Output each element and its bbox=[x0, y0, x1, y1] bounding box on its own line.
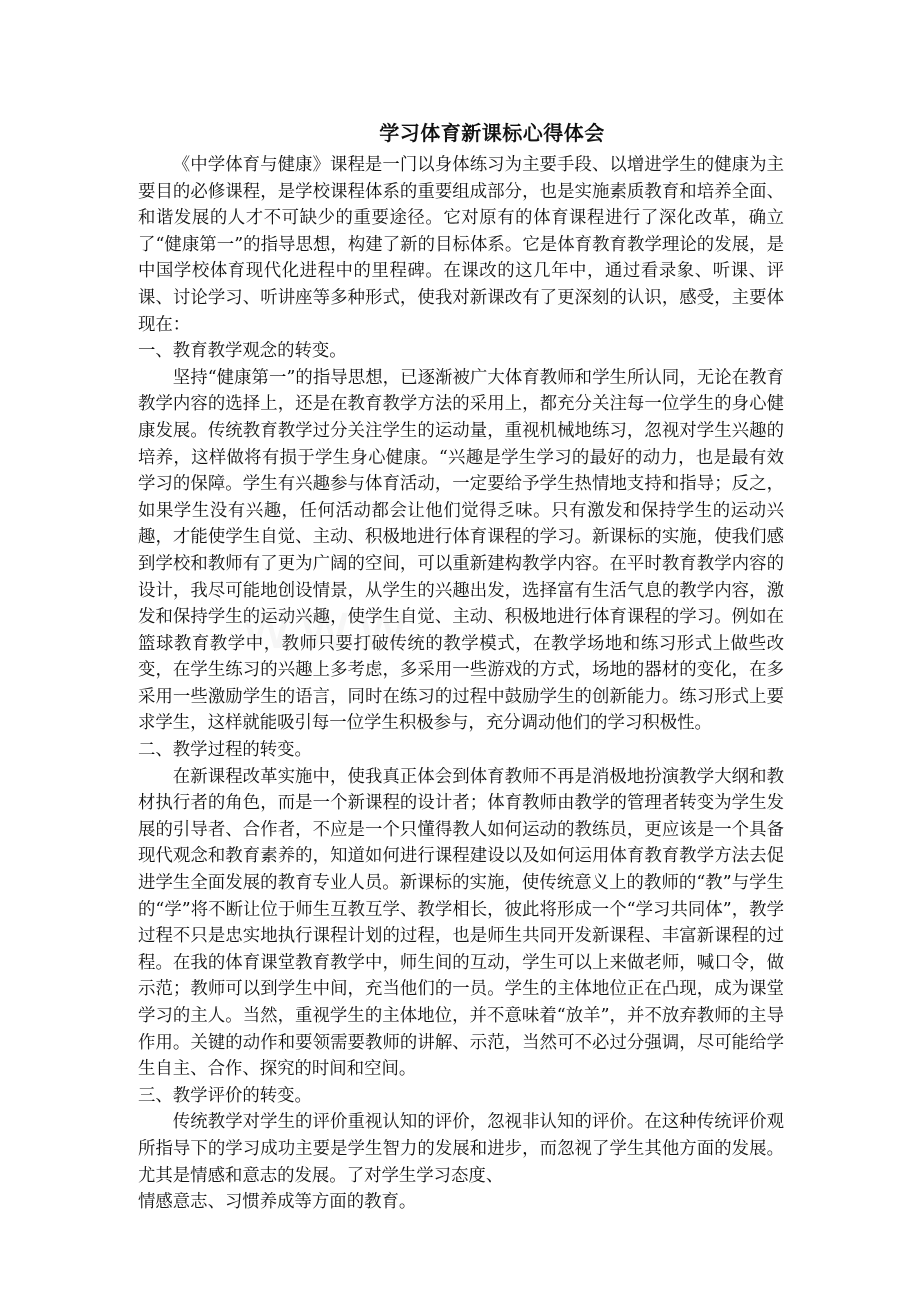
document-body bbox=[138, 152, 784, 1216]
paragraph: 坚持“健康第一”的指导思想，已逐渐被广大体育教师和学生所认同，无论在教育教学内容的选择上，还是在教育教学方法的采用上，都充分关注每一位学生的身心健康发展。传统教育教学过分关注学生的运动量，重视机械地练习，忽视对学生兴趣的培养，这样做将有损于学生身心健康。“兴趣是学生学习的最好的动力，也是最有效学习的保障。学生有兴趣参与体育活动，一定要给予学生热情地支持和指导；反之，如果学生没有兴趣，任何活动都会让他们觉得乏味。只有激发和保持学生的运动兴趣，才能使学生自觉、主动、积极地进行体育课程的学习。新课标的实施，使我们感到学校和教师有了更为广阔的空间，可以重新建构教学内容。在平时教育教学内容的设计，我尽可能地创设情景，从学生的兴趣出发，选择富有生活气息的教学内容，激发和保持学生的运动兴趣，使学生自觉、主动、积极地进行体育课程的学习。例如在篮球教育教学中，教师只要打破传统的教学模式，在教学场地和练习形式上做些改变，在学生练习的兴趣上多考虑，多采用一些游戏的方式，场地的器材的变化，在多采用一些激励学生的语言，同时在练习的过程中鼓励学生的创新能力。练习形式上要求学生，这样就能吸引每一位学生积极参与，充分调动他们的学习积极性。 bbox=[138, 367, 784, 734]
document-page bbox=[138, 118, 784, 1216]
paragraph: 《中学体育与健康》课程是一门以身体练习为主要手段、以增进学生的健康为主要目的必修课程，是学校课程体系的重要组成部分，也是实施素质教育和培养全面、和谐发展的人才不可缺少的重要途径。它对原有的体育课程进行了深化改革，确立了“健康第一”的指导思想，构建了新的目标体系。它是体育教育教学理论的发展，是中国学校体育现代化进程中的里程碑。在课改的这几年中，通过看录象、听课、评课、讨论学习、听讲座等多种形式，使我对新课改有了更深刻的认识，感受，主要体现在： bbox=[138, 155, 784, 335]
section-heading: 一、教育教学观念的转变。 bbox=[138, 341, 347, 362]
section-heading: 三、教学评价的转变。 bbox=[138, 1085, 312, 1106]
paragraph: 传统教学对学生的评价重视认知的评价，忽视非认知的评价。在这种传统评价观所指导下的学习成功主要是学生智力的发展和进步，而忽视了学生其他方面的发展。尤其是情感和意志的发展。了对学生学习态度、 bbox=[138, 1112, 784, 1186]
section-heading: 二、教学过程的转变。 bbox=[138, 740, 312, 761]
paragraph: 在新课程改革实施中，使我真正体会到体育教师不再是消极地扮演教学大纲和教材执行者的角色，而是一个新课程的设计者；体育教师由教学的管理者转变为学生发展的引导者、合作者，不应是一个只懂得教人如何运动的教练员，更应该是一个具备现代观念和教育素养的，知道如何进行课程建设以及如何运用体育教育教学方法去促进学生全面发展的教育专业人员。新课标的实施，使传统意义上的教师的“教”与学生的“学”将不断让位于师生互教互学、教学相长，彼此将形成一个“学习共同体”，教学过程不只是忠实地执行课程计划的过程，也是师生共同开发新课程、丰富新课程的过程。在我的体育课堂教育教学中，师生间的互动，学生可以上来做老师，喊口令，做示范；教师可以到学生中间，充当他们的一员。学生的主体地位正在凸现，成为课堂学习的主人。当然，重视学生的主体地位，并不意味着“放羊”，并不放弃教师的主导作用。关键的动作和要领需要教师的讲解、示范，当然可不必过分强调，尽可能给学生自主、合作、探究的时间和空间。 bbox=[138, 766, 784, 1080]
document-title: 学习体育新课标心得体会 bbox=[379, 121, 605, 145]
paragraph: 情感意志、习惯养成等方面的教育。 bbox=[138, 1192, 417, 1213]
